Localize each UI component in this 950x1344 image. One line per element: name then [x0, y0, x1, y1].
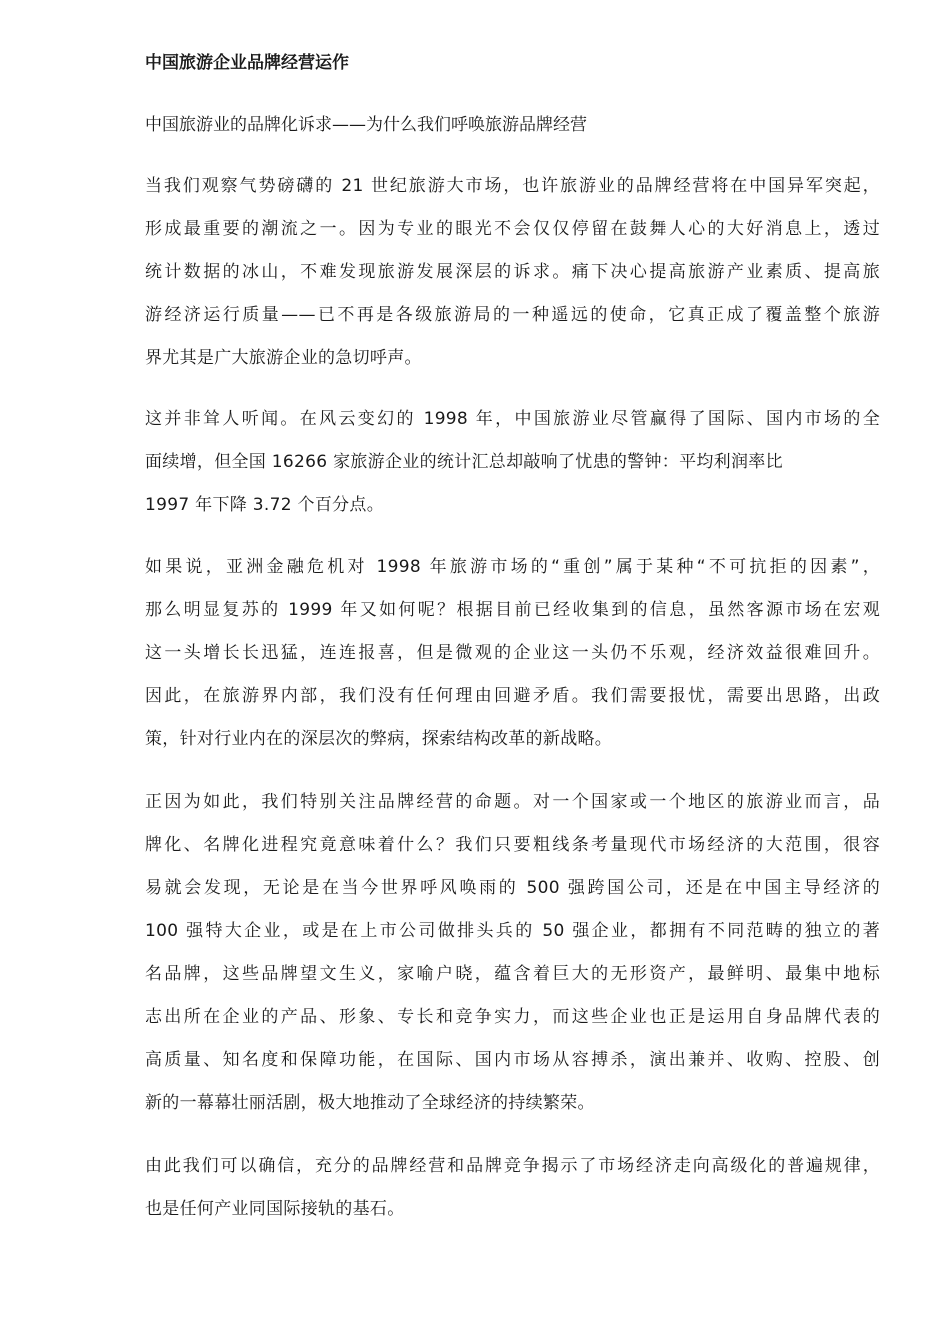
paragraph-line: 新的一幕幕壮丽活剧，极大地推动了全球经济的持续繁荣。: [145, 1093, 595, 1113]
paragraph: [145, 398, 880, 527]
paragraph-line: 名品牌，这些品牌望文生义，家喻户晓，蕴含着巨大的无形资产，最鲜明、最集中地标: [145, 964, 880, 984]
paragraph-line: 因此，在旅游界内部，我们没有任何理由回避矛盾。我们需要报忧，需要出思路，出政: [145, 686, 880, 706]
paragraph-line: 这一头增长长迅猛，连连报喜，但是微观的企业这一头仍不乐观，经济效益很难回升。: [145, 643, 880, 663]
paragraph-line: 游经济运行质量——已不再是各级旅游局的一种遥远的使命，它真正成了覆盖整个旅游: [145, 305, 880, 325]
paragraph-line: 当我们观察气势磅礴的 21 世纪旅游大市场，也许旅游业的品牌经营将在中国异军突起，: [145, 176, 880, 196]
paragraph-line: 志出所在企业的产品、形象、专长和竞争实力，而这些企业也正是运用自身品牌代表的: [145, 1007, 880, 1027]
paragraph-line: 那么明显复苏的 1999 年又如何呢？根据目前已经收集到的信息，虽然客源市场在宏观: [145, 600, 880, 620]
paragraph-line: 牌化、名牌化进程究竟意味着什么？我们只要粗线条考量现代市场经济的大范围，很容: [145, 835, 880, 855]
paragraph-line: 100 强特大企业，或是在上市公司做排头兵的 50 强企业，都拥有不同范畴的独立的著: [145, 921, 880, 941]
document-title: 中国旅游企业品牌经营运作: [145, 53, 349, 73]
paragraph-line: 这并非耸人听闻。在风云变幻的 1998 年，中国旅游业尽管赢得了国际、国内市场的全: [145, 409, 880, 429]
document-subtitle: 中国旅游业的品牌化诉求——为什么我们呼唤旅游品牌经营: [145, 115, 587, 135]
paragraph: [145, 1145, 880, 1231]
paragraph-line: 面续增，但全国 16266 家旅游企业的统计汇总却敲响了忧患的警钟：平均利润率比: [145, 452, 783, 472]
paragraph-line: 如果说，亚洲金融危机对 1998 年旅游市场的“重创”属于某种“不可抗拒的因素”，: [145, 557, 880, 577]
paragraph-line: 统计数据的冰山，不难发现旅游发展深层的诉求。痛下决心提高旅游产业素质、提高旅: [145, 262, 880, 282]
paragraph-line: 高质量、知名度和保障功能，在国际、国内市场从容搏杀，演出兼并、收购、控股、创: [145, 1050, 880, 1070]
paragraph: [145, 781, 880, 1125]
paragraph-line: 易就会发现，无论是在当今世界呼风唤雨的 500 强跨国公司，还是在中国主导经济的: [145, 878, 880, 898]
paragraph-line: 由此我们可以确信，充分的品牌经营和品牌竞争揭示了市场经济走向高级化的普遍规律，: [145, 1156, 880, 1176]
paragraph-line: 策，针对行业内在的深层次的弊病，探索结构改革的新战略。: [145, 729, 613, 749]
paragraph: [145, 546, 880, 761]
paragraph-line: 1997 年下降 3.72 个百分点。: [145, 495, 385, 515]
paragraph-line: 正因为如此，我们特别关注品牌经营的命题。对一个国家或一个地区的旅游业而言，品: [145, 792, 880, 812]
paragraph: [145, 165, 880, 380]
paragraph-line: 界尤其是广大旅游企业的急切呼声。: [145, 348, 422, 368]
paragraph-line: 也是任何产业同国际接轨的基石。: [145, 1199, 405, 1219]
paragraph-line: 形成最重要的潮流之一。因为专业的眼光不会仅仅停留在鼓舞人心的大好消息上，透过: [145, 219, 880, 239]
